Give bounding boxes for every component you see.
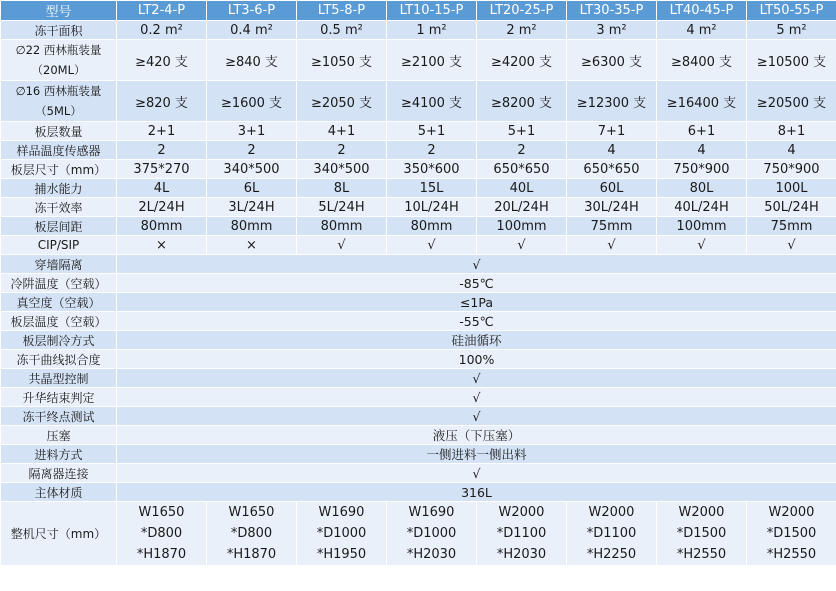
row-label: 冻干终点测试 [1, 407, 117, 426]
cell-value: 650*650 [477, 160, 567, 179]
cell-value: 2 [477, 141, 567, 160]
cell-value: ≥6300 支 [567, 40, 657, 81]
cell-value: 5+1 [477, 122, 567, 141]
row-label: 捕水能力 [1, 179, 117, 198]
cell-value: 80mm [297, 217, 387, 236]
cell-value: 3L/24H [207, 198, 297, 217]
cell-value: 375*270 [117, 160, 207, 179]
header-model-name: LT3-6-P [207, 1, 297, 21]
cell-value: 75mm [567, 217, 657, 236]
cell-value: 4 [747, 141, 836, 160]
spec-row [1, 350, 836, 369]
cell-value: ≥8400 支 [657, 40, 747, 81]
cell-value: 8L [297, 179, 387, 198]
cell-value: ≥4200 支 [477, 40, 567, 81]
cell-value: 750*900 [747, 160, 836, 179]
header-model-name: LT20-25-P [477, 1, 567, 21]
header-model-name: LT10-15-P [387, 1, 477, 21]
cell-value: ≥10500 支 [747, 40, 836, 81]
spec-row [1, 274, 836, 293]
cell-value: 340*500 [297, 160, 387, 179]
spec-row [1, 179, 836, 198]
merged-value: √ [117, 407, 836, 426]
cell-value: ≥12300 支 [567, 81, 657, 122]
cell-value: × [207, 236, 297, 255]
row-label: 升华结束判定 [1, 388, 117, 407]
cell-value: 100mm [657, 217, 747, 236]
spec-row [1, 40, 836, 81]
cell-value: 0.5 m² [297, 21, 387, 40]
row-label: 板层数量 [1, 122, 117, 141]
header-model-name: LT30-35-P [567, 1, 657, 21]
cell-value: 5 m² [747, 21, 836, 40]
cell-value: ≥2100 支 [387, 40, 477, 81]
cell-value: W1650 *D800 *H1870 [207, 502, 297, 566]
cell-value: 80mm [207, 217, 297, 236]
cell-value: W2000 *D1100 *H2030 [477, 502, 567, 566]
cell-value: √ [657, 236, 747, 255]
merged-value: 液压（下压塞） [117, 426, 836, 445]
cell-value: 100mm [477, 217, 567, 236]
cell-value: ≥840 支 [207, 40, 297, 81]
cell-value: W2000 *D1500 *H2550 [657, 502, 747, 566]
row-label: 板层尺寸（mm） [1, 160, 117, 179]
cell-value: 4+1 [297, 122, 387, 141]
cell-value: 40L/24H [657, 198, 747, 217]
merged-value: 316L [117, 483, 836, 502]
row-label: 板层温度（空载） [1, 312, 117, 331]
cell-value: W2000 *D1500 *H2550 [747, 502, 836, 566]
row-label: 冻干面积 [1, 21, 117, 40]
cell-value: 340*500 [207, 160, 297, 179]
spec-row [1, 312, 836, 331]
spec-row [1, 483, 836, 502]
cell-value: 0.4 m² [207, 21, 297, 40]
cell-value: ≥16400 支 [657, 81, 747, 122]
cell-value: 6L [207, 179, 297, 198]
cell-value: 75mm [747, 217, 836, 236]
cell-value: 1 m² [387, 21, 477, 40]
row-label: 共晶型控制 [1, 369, 117, 388]
spec-row [1, 141, 836, 160]
cell-value: 3 m² [567, 21, 657, 40]
cell-value: ≥820 支 [117, 81, 207, 122]
spec-row [1, 464, 836, 483]
merged-value: -85℃ [117, 274, 836, 293]
spec-row [1, 388, 836, 407]
cell-value: 350*600 [387, 160, 477, 179]
row-label: 真空度（空载） [1, 293, 117, 312]
header-row [1, 1, 836, 21]
spec-row [1, 331, 836, 350]
cell-value: 4 m² [657, 21, 747, 40]
row-label: CIP/SIP [1, 236, 117, 255]
cell-value: 2+1 [117, 122, 207, 141]
cell-value: 8+1 [747, 122, 836, 141]
cell-value: 0.2 m² [117, 21, 207, 40]
spec-row [1, 369, 836, 388]
cell-value: 2 m² [477, 21, 567, 40]
cell-value: W1690 *D1000 *H2030 [387, 502, 477, 566]
merged-value: -55℃ [117, 312, 836, 331]
cell-value: 5+1 [387, 122, 477, 141]
cell-value: 50L/24H [747, 198, 836, 217]
cell-value: 6+1 [657, 122, 747, 141]
cell-value: 40L [477, 179, 567, 198]
merged-value: √ [117, 255, 836, 274]
cell-value: ≥20500 支 [747, 81, 836, 122]
header-model-name: LT50-55-P [747, 1, 836, 21]
spec-row [1, 160, 836, 179]
spec-row [1, 122, 836, 141]
cell-value: 4 [657, 141, 747, 160]
cell-value: 750*900 [657, 160, 747, 179]
cell-value: 4L [117, 179, 207, 198]
row-label: 压塞 [1, 426, 117, 445]
cell-value: √ [387, 236, 477, 255]
merged-value: 硅油循环 [117, 331, 836, 350]
merged-value: 一侧进料一侧出料 [117, 445, 836, 464]
spec-row [1, 293, 836, 312]
spec-row [1, 21, 836, 40]
spec-row [1, 236, 836, 255]
cell-value: √ [747, 236, 836, 255]
merged-value: 100% [117, 350, 836, 369]
cell-value: ≥8200 支 [477, 81, 567, 122]
cell-value: ≥420 支 [117, 40, 207, 81]
cell-value: 2 [117, 141, 207, 160]
cell-value: 2 [207, 141, 297, 160]
spec-row [1, 426, 836, 445]
merged-value: √ [117, 464, 836, 483]
cell-value: 10L/24H [387, 198, 477, 217]
spec-row [1, 217, 836, 236]
row-label: ∅22 西林瓶装量 （20ML） [1, 40, 117, 81]
cell-value: ≥4100 支 [387, 81, 477, 122]
merged-value: √ [117, 369, 836, 388]
row-label: 整机尺寸（mm） [1, 502, 117, 566]
row-label: 样品温度传感器 [1, 141, 117, 160]
cell-value: ≥1600 支 [207, 81, 297, 122]
header-model-name: LT5-8-P [297, 1, 387, 21]
cell-value: 4 [567, 141, 657, 160]
spec-row [1, 445, 836, 464]
spec-row [1, 81, 836, 122]
header-model-name: LT40-45-P [657, 1, 747, 21]
row-label: 主体材质 [1, 483, 117, 502]
row-label: 进料方式 [1, 445, 117, 464]
cell-value: 20L/24H [477, 198, 567, 217]
row-label: 穿墙隔离 [1, 255, 117, 274]
merged-value: ≤1Pa [117, 293, 836, 312]
cell-value: 80mm [387, 217, 477, 236]
cell-value: 3+1 [207, 122, 297, 141]
cell-value: √ [297, 236, 387, 255]
row-label: ∅16 西林瓶装量 （5ML） [1, 81, 117, 122]
merged-value: √ [117, 388, 836, 407]
spec-table-body [1, 1, 836, 566]
cell-value: W1690 *D1000 *H1950 [297, 502, 387, 566]
cell-value: ≥1050 支 [297, 40, 387, 81]
row-label: 冻干曲线拟合度 [1, 350, 117, 369]
cell-value: 80L [657, 179, 747, 198]
cell-value: 2L/24H [117, 198, 207, 217]
spec-row [1, 407, 836, 426]
header-model-name: LT2-4-P [117, 1, 207, 21]
cell-value: W1650 *D800 *H1870 [117, 502, 207, 566]
header-model-label: 型号 [1, 1, 117, 21]
row-label: 冷阱温度（空载） [1, 274, 117, 293]
cell-value: 80mm [117, 217, 207, 236]
cell-value: 2 [297, 141, 387, 160]
cell-value: 30L/24H [567, 198, 657, 217]
cell-value: √ [477, 236, 567, 255]
cell-value: 7+1 [567, 122, 657, 141]
row-label: 冻干效率 [1, 198, 117, 217]
spec-row [1, 502, 836, 566]
cell-value: √ [567, 236, 657, 255]
row-label: 板层间距 [1, 217, 117, 236]
spec-row [1, 198, 836, 217]
cell-value: 5L/24H [297, 198, 387, 217]
row-label: 隔离器连接 [1, 464, 117, 483]
cell-value: 2 [387, 141, 477, 160]
cell-value: W2000 *D1100 *H2250 [567, 502, 657, 566]
cell-value: 15L [387, 179, 477, 198]
cell-value: 100L [747, 179, 836, 198]
cell-value: 650*650 [567, 160, 657, 179]
spec-row [1, 255, 836, 274]
cell-value: 60L [567, 179, 657, 198]
row-label: 板层制冷方式 [1, 331, 117, 350]
cell-value: × [117, 236, 207, 255]
cell-value: ≥2050 支 [297, 81, 387, 122]
